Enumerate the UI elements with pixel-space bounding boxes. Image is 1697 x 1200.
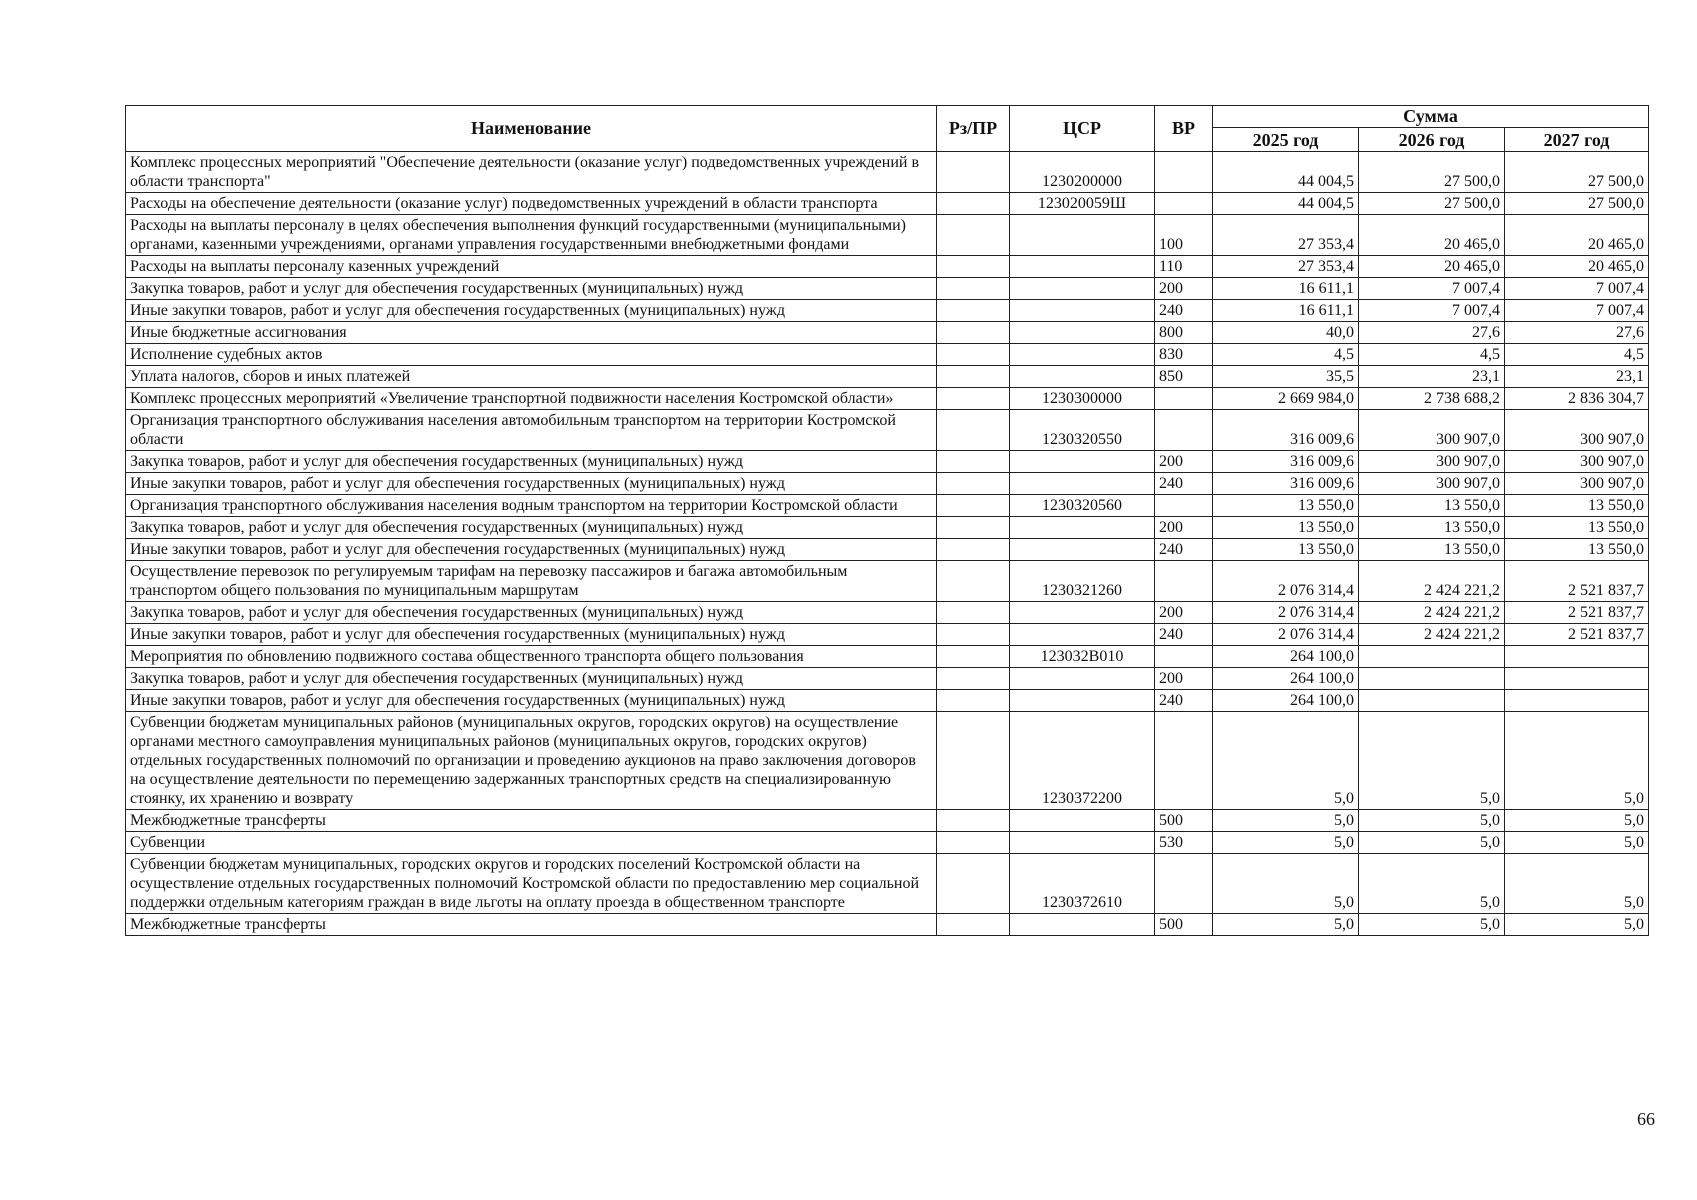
cell-2026: [1359, 646, 1505, 668]
cell-2026: 5,0: [1359, 832, 1505, 854]
table-row: [126, 602, 1649, 624]
cell-2026: 2 424 221,2: [1359, 624, 1505, 646]
cell-rzpr: [937, 215, 1010, 256]
cell-name: Мероприятия по обновлению подвижного состава общественного транспорта общего пользования: [126, 646, 937, 668]
cell-vr: 240: [1155, 624, 1213, 646]
cell-rzpr: [937, 473, 1010, 495]
cell-vr: [1155, 712, 1213, 810]
cell-2027: [1505, 646, 1649, 668]
cell-2027: 2 521 837,7: [1505, 602, 1649, 624]
cell-vr: 240: [1155, 473, 1213, 495]
cell-vr: 530: [1155, 832, 1213, 854]
cell-2027: 13 550,0: [1505, 517, 1649, 539]
col-header-2027: 2027 год: [1505, 128, 1649, 152]
col-header-vr: ВР: [1155, 106, 1213, 152]
cell-2025: 2 076 314,4: [1213, 624, 1359, 646]
cell-name: Иные закупки товаров, работ и услуг для обеспечения государственных (муниципальных) нужд: [126, 300, 937, 322]
cell-2027: 5,0: [1505, 712, 1649, 810]
cell-csr: [1010, 451, 1155, 473]
cell-rzpr: [937, 854, 1010, 914]
cell-vr: 240: [1155, 300, 1213, 322]
cell-2026: [1359, 668, 1505, 690]
cell-rzpr: [937, 152, 1010, 193]
cell-rzpr: [937, 712, 1010, 810]
cell-csr: [1010, 278, 1155, 300]
cell-csr: 1230320560: [1010, 495, 1155, 517]
cell-rzpr: [937, 256, 1010, 278]
cell-2026: 27 500,0: [1359, 152, 1505, 193]
table-row: [126, 668, 1649, 690]
cell-2027: 23,1: [1505, 366, 1649, 388]
table-row: [126, 366, 1649, 388]
cell-vr: 100: [1155, 215, 1213, 256]
cell-2025: 40,0: [1213, 322, 1359, 344]
cell-2027: 27 500,0: [1505, 193, 1649, 215]
cell-2027: 300 907,0: [1505, 451, 1649, 473]
table-row: [126, 278, 1649, 300]
cell-name: Закупка товаров, работ и услуг для обеспечения государственных (муниципальных) нужд: [126, 517, 937, 539]
cell-2025: 5,0: [1213, 832, 1359, 854]
table-row: [126, 561, 1649, 602]
table-row: [126, 322, 1649, 344]
cell-2027: 5,0: [1505, 810, 1649, 832]
cell-name: Закупка товаров, работ и услуг для обеспечения государственных (муниципальных) нужд: [126, 451, 937, 473]
table-row: [126, 854, 1649, 914]
cell-csr: [1010, 690, 1155, 712]
table-row: [126, 473, 1649, 495]
table-body: [126, 152, 1649, 936]
cell-csr: [1010, 322, 1155, 344]
table-row: [126, 832, 1649, 854]
budget-table: [125, 105, 1649, 936]
cell-rzpr: [937, 539, 1010, 561]
cell-2025: 316 009,6: [1213, 473, 1359, 495]
cell-rzpr: [937, 914, 1010, 936]
cell-csr: [1010, 624, 1155, 646]
cell-name: Иные закупки товаров, работ и услуг для обеспечения государственных (муниципальных) нужд: [126, 624, 937, 646]
cell-vr: 500: [1155, 914, 1213, 936]
cell-2026: 5,0: [1359, 712, 1505, 810]
cell-name: Расходы на обеспечение деятельности (оказание услуг) подведомственных учреждений в области транспорта: [126, 193, 937, 215]
cell-2026: 4,5: [1359, 344, 1505, 366]
table-row: [126, 914, 1649, 936]
cell-vr: 800: [1155, 322, 1213, 344]
cell-2025: 13 550,0: [1213, 495, 1359, 517]
cell-csr: 123032В010: [1010, 646, 1155, 668]
cell-vr: [1155, 854, 1213, 914]
cell-2025: 44 004,5: [1213, 152, 1359, 193]
cell-2027: 5,0: [1505, 914, 1649, 936]
cell-2026: 7 007,4: [1359, 300, 1505, 322]
cell-name: Организация транспортного обслуживания населения автомобильным транспортом на территории Костромской области: [126, 410, 937, 451]
cell-csr: [1010, 810, 1155, 832]
cell-2027: [1505, 668, 1649, 690]
cell-vr: 200: [1155, 451, 1213, 473]
cell-vr: 500: [1155, 810, 1213, 832]
table-row: [126, 344, 1649, 366]
cell-2027: 5,0: [1505, 832, 1649, 854]
cell-2027: 4,5: [1505, 344, 1649, 366]
cell-csr: [1010, 539, 1155, 561]
cell-rzpr: [937, 624, 1010, 646]
cell-csr: [1010, 602, 1155, 624]
table-row: [126, 646, 1649, 668]
cell-2025: 5,0: [1213, 854, 1359, 914]
cell-2026: [1359, 690, 1505, 712]
table-row: [126, 624, 1649, 646]
cell-csr: [1010, 215, 1155, 256]
cell-csr: [1010, 517, 1155, 539]
cell-name: Закупка товаров, работ и услуг для обеспечения государственных (муниципальных) нужд: [126, 278, 937, 300]
cell-csr: [1010, 366, 1155, 388]
col-header-name: Наименование: [126, 106, 937, 152]
cell-name: Уплата налогов, сборов и иных платежей: [126, 366, 937, 388]
cell-2025: 16 611,1: [1213, 278, 1359, 300]
cell-2027: 27 500,0: [1505, 152, 1649, 193]
cell-2026: 5,0: [1359, 914, 1505, 936]
cell-name: Иные закупки товаров, работ и услуг для обеспечения государственных (муниципальных) нужд: [126, 690, 937, 712]
cell-rzpr: [937, 810, 1010, 832]
cell-2026: 300 907,0: [1359, 473, 1505, 495]
cell-rzpr: [937, 561, 1010, 602]
cell-csr: [1010, 256, 1155, 278]
cell-csr: [1010, 914, 1155, 936]
cell-2026: 27 500,0: [1359, 193, 1505, 215]
cell-2025: 5,0: [1213, 914, 1359, 936]
cell-2025: 5,0: [1213, 810, 1359, 832]
cell-2026: 2 424 221,2: [1359, 602, 1505, 624]
table-row: [126, 300, 1649, 322]
cell-2027: [1505, 690, 1649, 712]
cell-csr: 1230372200: [1010, 712, 1155, 810]
cell-2027: 7 007,4: [1505, 300, 1649, 322]
cell-vr: 240: [1155, 539, 1213, 561]
cell-name: Расходы на выплаты персоналу казенных учреждений: [126, 256, 937, 278]
cell-2026: 13 550,0: [1359, 539, 1505, 561]
cell-2027: 2 836 304,7: [1505, 388, 1649, 410]
cell-vr: [1155, 152, 1213, 193]
cell-2025: 27 353,4: [1213, 215, 1359, 256]
cell-csr: [1010, 473, 1155, 495]
cell-name: Комплекс процессных мероприятий «Увеличение транспортной подвижности населения Костромской области»: [126, 388, 937, 410]
cell-2027: 300 907,0: [1505, 410, 1649, 451]
cell-rzpr: [937, 300, 1010, 322]
cell-2025: 316 009,6: [1213, 451, 1359, 473]
cell-2025: 4,5: [1213, 344, 1359, 366]
cell-2026: 27,6: [1359, 322, 1505, 344]
cell-2026: 2 424 221,2: [1359, 561, 1505, 602]
cell-name: Межбюджетные трансферты: [126, 810, 937, 832]
cell-2025: 2 076 314,4: [1213, 561, 1359, 602]
col-header-sum: Сумма: [1213, 106, 1649, 128]
table-row: [126, 712, 1649, 810]
cell-vr: 850: [1155, 366, 1213, 388]
cell-name: Иные бюджетные ассигнования: [126, 322, 937, 344]
cell-name: Исполнение судебных актов: [126, 344, 937, 366]
cell-vr: 110: [1155, 256, 1213, 278]
cell-rzpr: [937, 646, 1010, 668]
cell-vr: [1155, 193, 1213, 215]
cell-vr: [1155, 388, 1213, 410]
cell-rzpr: [937, 495, 1010, 517]
cell-name: Субвенции: [126, 832, 937, 854]
cell-csr: [1010, 344, 1155, 366]
cell-2026: 20 465,0: [1359, 256, 1505, 278]
cell-2025: 13 550,0: [1213, 517, 1359, 539]
cell-name: Межбюджетные трансферты: [126, 914, 937, 936]
cell-vr: [1155, 646, 1213, 668]
cell-rzpr: [937, 832, 1010, 854]
cell-2027: 13 550,0: [1505, 539, 1649, 561]
cell-name: Расходы на выплаты персоналу в целях обеспечения выполнения функций государственными (муниципальными) органами, казенными учреждениями, органами управления государственными внебюджетными фондами: [126, 215, 937, 256]
cell-2026: 7 007,4: [1359, 278, 1505, 300]
table-row: [126, 193, 1649, 215]
table-row: [126, 539, 1649, 561]
col-header-csr: ЦСР: [1010, 106, 1155, 152]
cell-csr: 1230321260: [1010, 561, 1155, 602]
page-number: 66: [1637, 1109, 1655, 1129]
cell-2025: 16 611,1: [1213, 300, 1359, 322]
cell-2026: 300 907,0: [1359, 451, 1505, 473]
cell-name: Закупка товаров, работ и услуг для обеспечения государственных (муниципальных) нужд: [126, 602, 937, 624]
table-row: [126, 215, 1649, 256]
cell-rzpr: [937, 322, 1010, 344]
cell-vr: 200: [1155, 278, 1213, 300]
cell-csr: 1230300000: [1010, 388, 1155, 410]
cell-2027: 2 521 837,7: [1505, 561, 1649, 602]
table-row: [126, 256, 1649, 278]
cell-2027: 20 465,0: [1505, 215, 1649, 256]
cell-2025: 44 004,5: [1213, 193, 1359, 215]
col-header-rzpr: Рз/ПР: [937, 106, 1010, 152]
table-row: [126, 152, 1649, 193]
cell-csr: 1230200000: [1010, 152, 1155, 193]
table-row: [126, 517, 1649, 539]
cell-2027: 13 550,0: [1505, 495, 1649, 517]
table-row: [126, 451, 1649, 473]
table-row: [126, 690, 1649, 712]
cell-vr: [1155, 410, 1213, 451]
cell-vr: 200: [1155, 517, 1213, 539]
cell-vr: [1155, 561, 1213, 602]
cell-rzpr: [937, 366, 1010, 388]
cell-2026: 5,0: [1359, 854, 1505, 914]
cell-2027: 5,0: [1505, 854, 1649, 914]
cell-2025: 264 100,0: [1213, 646, 1359, 668]
cell-rzpr: [937, 517, 1010, 539]
cell-rzpr: [937, 344, 1010, 366]
cell-2026: 2 738 688,2: [1359, 388, 1505, 410]
cell-rzpr: [937, 388, 1010, 410]
table-row: [126, 495, 1649, 517]
cell-2025: 264 100,0: [1213, 690, 1359, 712]
cell-csr: 123020059Ш: [1010, 193, 1155, 215]
cell-vr: 200: [1155, 668, 1213, 690]
cell-name: Иные закупки товаров, работ и услуг для обеспечения государственных (муниципальных) нужд: [126, 539, 937, 561]
cell-rzpr: [937, 668, 1010, 690]
cell-csr: 1230320550: [1010, 410, 1155, 451]
cell-2026: 20 465,0: [1359, 215, 1505, 256]
cell-rzpr: [937, 451, 1010, 473]
cell-2027: 7 007,4: [1505, 278, 1649, 300]
cell-2025: 35,5: [1213, 366, 1359, 388]
cell-2025: 13 550,0: [1213, 539, 1359, 561]
cell-2026: 13 550,0: [1359, 517, 1505, 539]
cell-rzpr: [937, 278, 1010, 300]
cell-rzpr: [937, 602, 1010, 624]
col-header-2025: 2025 год: [1213, 128, 1359, 152]
cell-rzpr: [937, 193, 1010, 215]
cell-name: Иные закупки товаров, работ и услуг для обеспечения государственных (муниципальных) нужд: [126, 473, 937, 495]
cell-csr: [1010, 300, 1155, 322]
table-row: [126, 810, 1649, 832]
cell-name: Субвенции бюджетам муниципальных районов (муниципальных округов, городских округов) на осуществление органами местного самоуправления муниципальных районов (муниципальных округов, городских округов) отдельных государственных полномочий по организации и проведению аукционов на право заключения договоров на осуществление деятельности по перемещению задержанных транспортных средств на специализированную стоянку, их хранению и возврату: [126, 712, 937, 810]
cell-name: Осуществление перевозок по регулируемым тарифам на перевозку пассажиров и багажа автомобильным транспортом общего пользования по муниципальным маршрутам: [126, 561, 937, 602]
cell-csr: 1230372610: [1010, 854, 1155, 914]
cell-2025: 264 100,0: [1213, 668, 1359, 690]
cell-2025: 316 009,6: [1213, 410, 1359, 451]
cell-2026: 23,1: [1359, 366, 1505, 388]
cell-2026: 300 907,0: [1359, 410, 1505, 451]
cell-2025: 2 669 984,0: [1213, 388, 1359, 410]
col-header-2026: 2026 год: [1359, 128, 1505, 152]
table-row: [126, 388, 1649, 410]
cell-2026: 13 550,0: [1359, 495, 1505, 517]
cell-name: Комплекс процессных мероприятий "Обеспечение деятельности (оказание услуг) подведомственных учреждений в области транспорта": [126, 152, 937, 193]
cell-2027: 300 907,0: [1505, 473, 1649, 495]
cell-csr: [1010, 668, 1155, 690]
cell-rzpr: [937, 410, 1010, 451]
cell-vr: 200: [1155, 602, 1213, 624]
cell-name: Организация транспортного обслуживания населения водным транспортом на территории Костромской области: [126, 495, 937, 517]
cell-vr: 830: [1155, 344, 1213, 366]
cell-name: Субвенции бюджетам муниципальных, городских округов и городских поселений Костромской области на осуществление отдельных государственных полномочий Костромской области по предоставлению мер социальной поддержки отдельным категориям граждан в виде льготы на оплату проезда в общественном транспорте: [126, 854, 937, 914]
cell-vr: [1155, 495, 1213, 517]
cell-2025: 5,0: [1213, 712, 1359, 810]
cell-rzpr: [937, 690, 1010, 712]
table-row: [126, 410, 1649, 451]
cell-name: Закупка товаров, работ и услуг для обеспечения государственных (муниципальных) нужд: [126, 668, 937, 690]
cell-2026: 5,0: [1359, 810, 1505, 832]
cell-2027: 20 465,0: [1505, 256, 1649, 278]
table-header: [126, 106, 1649, 152]
cell-vr: 240: [1155, 690, 1213, 712]
cell-2025: 2 076 314,4: [1213, 602, 1359, 624]
cell-2025: 27 353,4: [1213, 256, 1359, 278]
cell-csr: [1010, 832, 1155, 854]
cell-2027: 2 521 837,7: [1505, 624, 1649, 646]
cell-2027: 27,6: [1505, 322, 1649, 344]
